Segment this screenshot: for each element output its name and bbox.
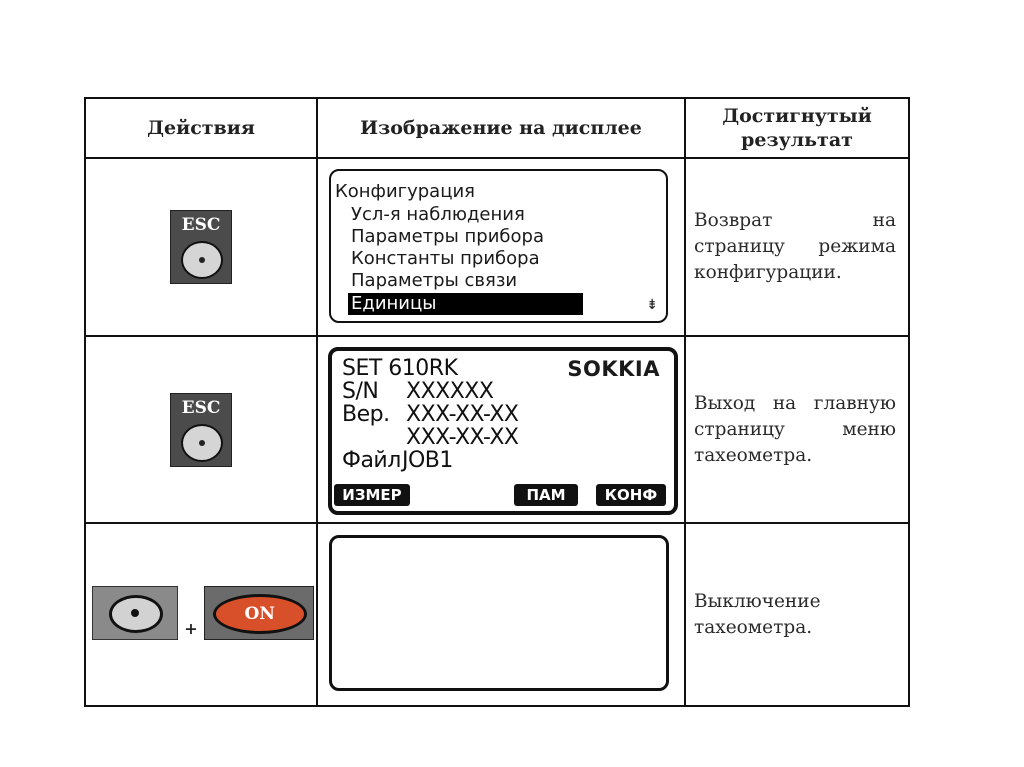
main-screen: [328, 347, 678, 515]
file-value: JOB1: [402, 448, 453, 473]
table-row: [85, 523, 909, 706]
display-cell: [317, 523, 685, 706]
esc-key-label: ESC: [181, 397, 221, 418]
key-combination: [92, 586, 313, 640]
key-button-icon: [109, 595, 163, 633]
plus-sign: +: [184, 618, 198, 638]
on-key-icon: [204, 586, 314, 640]
result-cell: Выход на главную страницу меню тахеометра.: [685, 336, 909, 523]
action-cell: [85, 158, 317, 336]
softkey-measure: ИЗМЕР: [334, 484, 410, 506]
power-key-icon: [92, 586, 178, 640]
serial-value: XXXXXX: [406, 379, 494, 404]
menu-item: Параметры прибора: [351, 226, 544, 247]
serial-label: S/N: [342, 379, 379, 404]
menu-item-selected: Единицы: [348, 293, 583, 315]
key-button-icon: [181, 241, 223, 279]
key-button-icon: [181, 424, 223, 462]
header-display: Изображение на дисплее: [317, 98, 685, 158]
brand-logo: SOKKIA: [567, 357, 660, 381]
menu-item: Константы прибора: [351, 248, 540, 269]
blank-screen: [329, 535, 669, 691]
menu-item: Параметры связи: [351, 270, 518, 291]
file-label: Файл: [342, 448, 401, 473]
instruction-table: [84, 97, 910, 707]
config-menu-screen: [329, 169, 668, 323]
version-value: XXX-XX-XX: [406, 425, 519, 450]
header-result: Достигнутый результат: [685, 98, 909, 158]
action-cell: [85, 523, 317, 706]
esc-key-icon: [170, 393, 232, 467]
display-cell: [317, 158, 685, 336]
display-cell: [317, 336, 685, 523]
on-key-label: ON: [213, 594, 307, 634]
header-actions: Действия: [85, 98, 317, 158]
softkey-config: КОНФ: [596, 484, 666, 506]
table-row: [85, 158, 909, 336]
version-label: Вер.: [342, 402, 390, 427]
menu-title: Конфигурация: [335, 181, 475, 202]
result-cell: Выключение тахеометра.: [685, 523, 909, 706]
esc-key-label: ESC: [181, 215, 221, 235]
result-cell: Возврат на страницу режима конфигурации.: [685, 158, 909, 336]
action-cell: [85, 336, 317, 523]
version-value: XXX-XX-XX: [406, 402, 519, 427]
menu-item: Усл-я наблюдения: [351, 204, 525, 225]
scroll-down-icon: ⇟: [646, 297, 658, 313]
model-name: SET 610RK: [342, 356, 458, 381]
esc-key-icon: [170, 210, 232, 284]
header-row: [85, 98, 909, 158]
table-row: [85, 336, 909, 523]
softkey-memory: ПАМ: [514, 484, 578, 506]
